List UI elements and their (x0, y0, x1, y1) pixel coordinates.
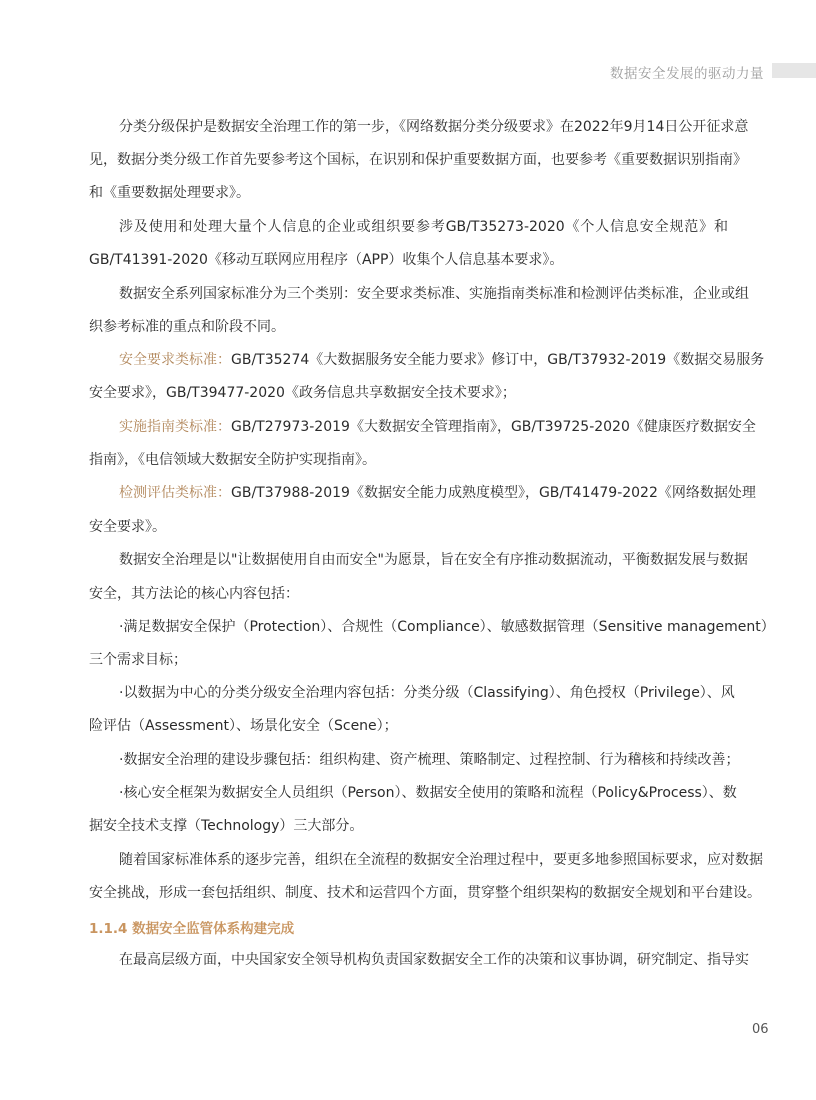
category-label: 检测评估类标准： (119, 485, 231, 501)
text-line: GB/T41391-2020《移动互联网应用程序（APP）收集个人信息基本要求》。 (89, 252, 564, 268)
section-heading: 1.1.4 数据安全监管体系构建完成 (89, 921, 295, 937)
running-header: 数据安全发展的驱动力量 (610, 66, 764, 82)
text-line: 在最高层级方面，中央国家安全领导机构负责国家数据安全工作的决策和议事协调，研究制定、指导实 (119, 952, 749, 968)
text-line: 据安全技术支撑（Technology）三大部分。 (89, 818, 364, 834)
header-decoration-bar (772, 63, 816, 78)
text-line: 安全要求》。 (89, 519, 166, 535)
page-number: 06 (752, 1022, 769, 1037)
text-line: 涉及使用和处理大量个人信息的企业或组织要参考GB/T35273-2020《个人信息安全规范》和 (119, 219, 728, 235)
text-line: 指南》，《电信领域大数据安全防护实现指南》。 (89, 452, 376, 468)
text-line: 数据安全系列国家标准分为三个类别：安全要求类标准、实施指南类标准和检测评估类标准，企业或组 (119, 286, 749, 302)
standard-line (119, 417, 756, 437)
standard-line (119, 350, 765, 370)
text-line: 数据安全治理是以"让数据使用自由而安全"为愿景，旨在安全有序推动数据流动，平衡数据发展与数据 (119, 552, 748, 568)
bullet-line: ·核心安全框架为数据安全人员组织（Person）、数据安全使用的策略和流程（Policy&Process）、数 (119, 785, 737, 801)
text-line: 分类分级保护是数据安全治理工作的第一步，《网络数据分类分级要求》在2022年9月14日公开征求意 (119, 119, 749, 135)
text-line: GB/T27973-2019《大数据安全管理指南》，GB/T39725-2020《健康医疗数据安全 (231, 419, 756, 435)
text-line: 险评估（Assessment）、场景化安全（Scene）； (89, 718, 398, 734)
text-line: 织参考标准的重点和阶段不同。 (89, 319, 285, 335)
text-line: 安全要求》，GB/T39477-2020《政务信息共享数据安全技术要求》； (89, 385, 516, 401)
text-line: GB/T35274《大数据服务安全能力要求》修订中，GB/T37932-2019《数据交易服务 (231, 352, 765, 368)
text-line: 安全，其方法论的核心内容包括： (89, 586, 299, 602)
bullet-line: ·以数据为中心的分类分级安全治理内容包括：分类分级（Classifying）、角色授权（Privilege）、风 (119, 685, 735, 701)
text-line: 和《重要数据处理要求》。 (89, 185, 250, 201)
text-line: 安全挑战，形成一套包括组织、制度、技术和运营四个方面，贯穿整个组织架构的数据安全规划和平台建设。 (89, 885, 761, 901)
bullet-line: ·数据安全治理的建设步骤包括：组织构建、资产梳理、策略制定、过程控制、行为稽核和持续改善； (119, 752, 740, 768)
standard-line (119, 483, 756, 503)
text-line: 三个需求目标； (89, 652, 187, 668)
text-line: 见，数据分类分级工作首先要参考这个国标，在识别和保护重要数据方面，也要参考《重要数据识别指南》 (89, 152, 747, 168)
category-label: 实施指南类标准： (119, 419, 231, 435)
text-line: GB/T37988-2019《数据安全能力成熟度模型》，GB/T41479-2022《网络数据处理 (231, 485, 756, 501)
category-label: 安全要求类标准： (119, 352, 231, 368)
bullet-line: ·满足数据安全保护（Protection）、合规性（Compliance）、敏感数据管理（Sensitive management） (119, 619, 775, 635)
text-line: 随着国家标准体系的逐步完善，组织在全流程的数据安全治理过程中，要更多地参照国标要求，应对数据 (119, 852, 763, 868)
